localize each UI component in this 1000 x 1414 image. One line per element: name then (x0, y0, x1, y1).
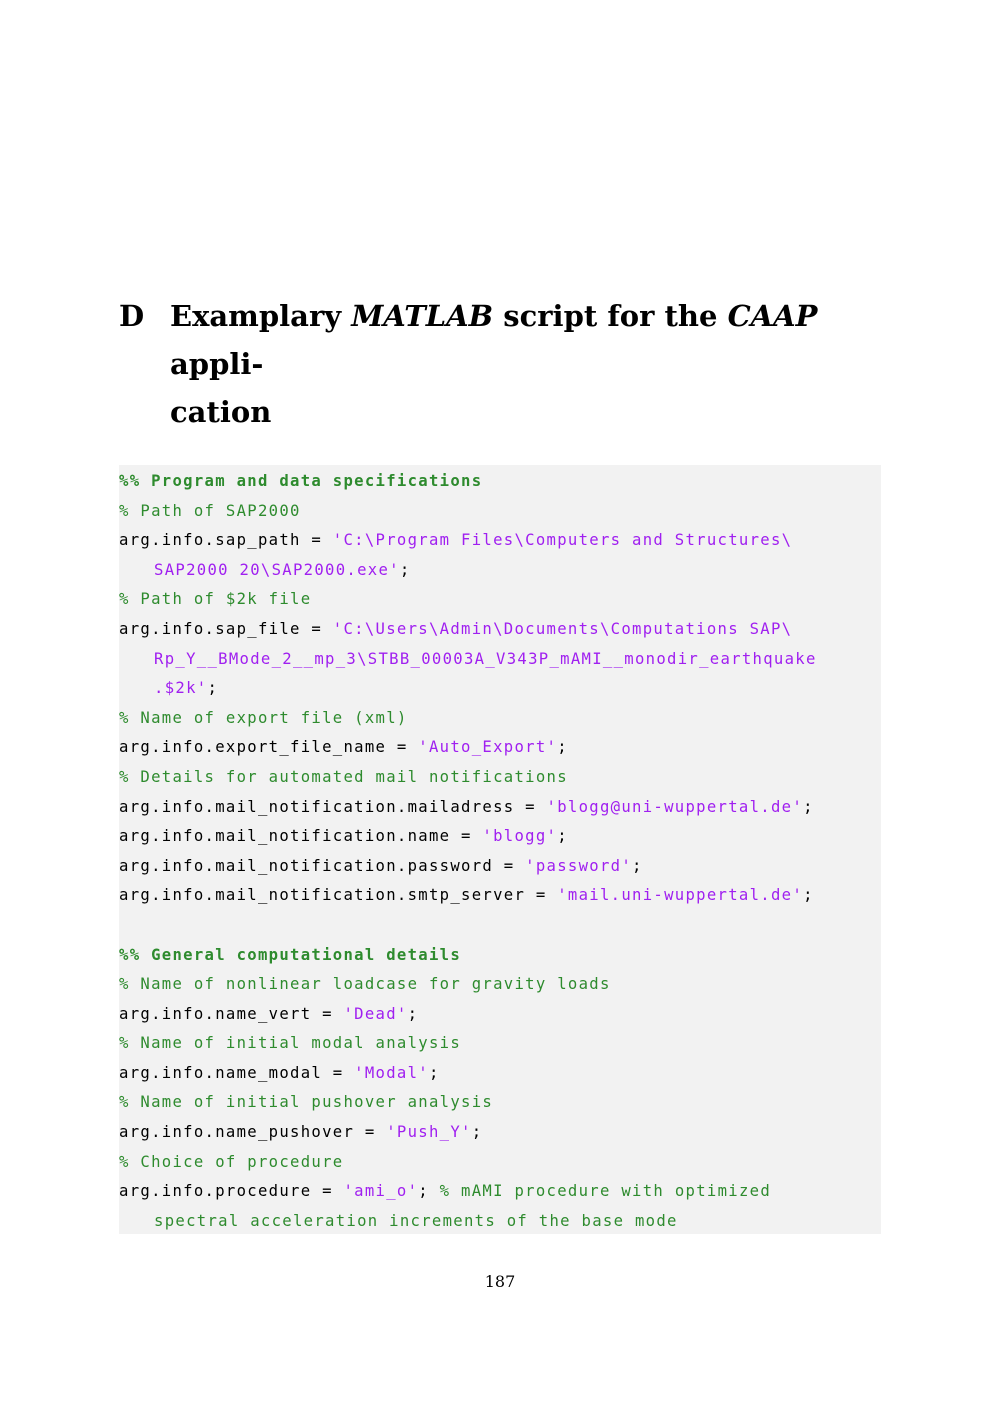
code-line (119, 615, 881, 645)
code-line (119, 852, 881, 882)
code-token-code: arg.info.mail_notification.smtp_server = (119, 886, 558, 905)
code-token-code: ; (428, 1063, 440, 1082)
code-token-string: 'blogg' (482, 827, 558, 846)
code-token-code: arg.info.mail_notification.password = (119, 856, 526, 875)
code-token-comment: % mAMI procedure with optimized (439, 1182, 772, 1201)
code-token-string: 'Auto_Export' (418, 738, 558, 757)
code-token-comment: % Name of initial modal analysis (119, 1034, 462, 1053)
code-line (119, 497, 881, 527)
code-token-string: .$2k' (154, 679, 208, 698)
page-number: 187 (484, 1272, 516, 1291)
code-line (119, 674, 881, 704)
code-token-code: arg.info.name_modal = (119, 1063, 355, 1082)
code-token-string: 'C:\Users\Admin\Documents\Computations SAP\ (332, 619, 793, 638)
code-token-comment: % Path of SAP2000 (119, 501, 301, 520)
code-line (119, 1177, 881, 1207)
code-token-string: SAP2000 20\SAP2000.exe' (154, 560, 400, 579)
code-line (119, 467, 881, 497)
code-token-code: ; (407, 1004, 419, 1023)
code-line (119, 645, 881, 675)
code-line (119, 1000, 881, 1030)
code-line (119, 1148, 881, 1178)
code-token-code: arg.info.mail_notification.mailadress = (119, 797, 547, 816)
code-token-code: ; (803, 797, 814, 816)
code-token-string: 'blogg@uni-wuppertal.de' (546, 797, 804, 816)
code-token-comment: % Name of export file (xml) (119, 708, 408, 727)
code-token-comment: % Path of $2k file (119, 590, 312, 609)
appendix-title (170, 292, 889, 436)
code-line (119, 526, 881, 556)
code-token-section: %% Program and data specifications (119, 472, 483, 490)
appendix-title-part: CAAP (727, 299, 818, 333)
code-token-comment: % Name of nonlinear loadcase for gravity loads (119, 975, 611, 994)
code-token-string: 'mail.uni-wuppertal.de' (557, 886, 804, 905)
code-line (119, 763, 881, 793)
code-line (119, 822, 881, 852)
code-line (119, 881, 881, 911)
appendix-heading (119, 292, 889, 436)
code-token-code: arg.info.export_file_name = (119, 738, 419, 757)
code-token-string: 'C:\Program Files\Computers and Structures\ (332, 531, 793, 550)
appendix-title-part: Examplary (170, 299, 352, 333)
code-token-string: 'Dead' (343, 1004, 408, 1023)
code-token-code: arg.info.sap_path = (119, 531, 333, 550)
code-token-comment: spectral acceleration increments of the base mode (154, 1211, 678, 1230)
code-line (119, 1207, 881, 1237)
code-token-code: ; (557, 738, 568, 757)
code-token-code: ; (399, 560, 411, 579)
code-listing (119, 465, 881, 1234)
code-token-string: 'ami_o' (343, 1182, 419, 1201)
code-line (119, 704, 881, 734)
code-line (119, 793, 881, 823)
code-token-section: %% General computational details (119, 945, 462, 964)
appendix-title-part: appli- (170, 347, 264, 381)
code-token-code: ; (418, 1182, 440, 1201)
code-line (119, 556, 881, 586)
code-token-code: arg.info.mail_notification.name = (119, 827, 483, 846)
code-token-string: 'Modal' (354, 1063, 429, 1082)
code-token-string: 'password' (525, 856, 633, 875)
code-line (119, 585, 881, 615)
code-line (119, 941, 881, 971)
appendix-title-line1 (170, 299, 817, 381)
code-line (119, 733, 881, 763)
code-token-code: arg.info.name_pushover = (119, 1123, 387, 1142)
code-token-code: arg.info.name_vert = (119, 1004, 344, 1023)
code-line (119, 970, 881, 1000)
code-line (119, 1088, 881, 1118)
appendix-title-part: MATLAB (351, 299, 494, 333)
appendix-letter: D (119, 299, 145, 333)
code-token-string: 'Push_Y' (386, 1123, 472, 1142)
code-token-code: ; (632, 856, 643, 875)
appendix-title-line2: cation (170, 395, 272, 429)
code-token-comment: % Details for automated mail notifications (119, 767, 568, 786)
code-line (119, 911, 881, 941)
code-token-code: arg.info.sap_file = (119, 619, 333, 638)
code-token-comment: % Choice of procedure (119, 1152, 344, 1171)
code-line (119, 1059, 881, 1089)
code-token-code: arg.info.procedure = (119, 1182, 344, 1201)
code-token-comment: % Name of initial pushover analysis (119, 1093, 494, 1112)
appendix-title-part: script for the (493, 299, 728, 333)
code-token-string: Rp_Y__BMode_2__mp_3\STBB_00003A_V343P_mAMI__monodir_earthquake (154, 649, 817, 668)
code-token-code: ; (803, 886, 814, 905)
code-token-code: ; (471, 1123, 483, 1142)
code-token-code: ; (207, 679, 219, 698)
code-token-code: ; (557, 827, 568, 846)
code-line (119, 1029, 881, 1059)
code-line (119, 1118, 881, 1148)
